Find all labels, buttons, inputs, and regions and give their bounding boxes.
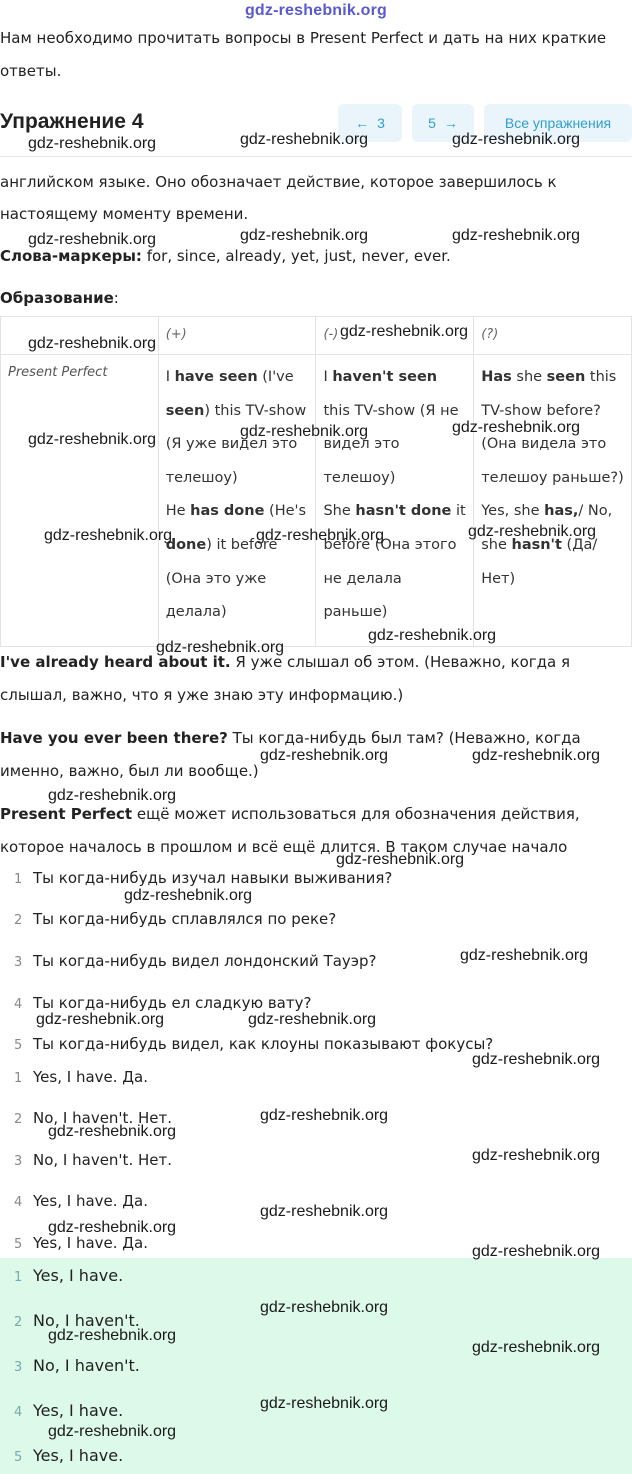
- list-item: 2 No, I haven't.: [14, 1311, 140, 1330]
- cell-minus-example-1: I haven't seen this TV-show (Я не видел это телешоу): [323, 369, 459, 486]
- list-item: 3 Ты когда-нибудь видел лондонский Тауэр?: [14, 952, 377, 970]
- formation-line: [0, 282, 632, 315]
- table-header-question: (?): [474, 317, 632, 355]
- table-header-plus: (+): [158, 317, 316, 355]
- table-header-minus: (-): [316, 317, 474, 355]
- next-exercise-label: 5: [428, 115, 436, 131]
- table-row-label: Present Perfect: [1, 355, 159, 647]
- markers-label: Слова-маркеры:: [0, 247, 142, 265]
- watermark: gdz-reshebnik.org: [44, 527, 173, 544]
- watermark: gdz-reshebnik.org: [460, 947, 589, 964]
- watermark: gdz-reshebnik.org: [472, 1339, 601, 1356]
- watermark: gdz-reshebnik.org: [28, 135, 157, 152]
- table-row: [1, 355, 632, 647]
- watermark: gdz-reshebnik.org: [240, 423, 369, 440]
- watermark: gdz-reshebnik.org: [48, 1423, 177, 1440]
- watermark: gdz-reshebnik.org: [48, 787, 177, 804]
- watermark: gdz-reshebnik.org: [452, 227, 581, 244]
- watermark: gdz-reshebnik.org: [260, 1107, 389, 1124]
- list-item: 1 Yes, I have.: [14, 1266, 124, 1285]
- watermark: gdz-reshebnik.org: [472, 1147, 601, 1164]
- list-item: 5 Yes, I have. Да.: [14, 1234, 148, 1252]
- example-3: Present Perfect ещё может использоваться для обозначения действия, которое началось в прошлом и всё ещё длится. В таком случае начало: [0, 805, 580, 856]
- formation-colon: :: [113, 289, 119, 307]
- theory-line-2: настоящему моменту времени.: [0, 205, 249, 223]
- cell-plus-example-2: He has done (He's done) it before (Она это уже делала): [165, 503, 307, 621]
- watermark: gdz-reshebnik.org: [240, 227, 369, 244]
- list-item: 1 Ты когда-нибудь изучал навыки выживания?: [14, 869, 393, 887]
- watermark: gdz-reshebnik.org: [48, 1219, 177, 1236]
- arrow-left-icon: ←: [355, 115, 370, 131]
- markers-value: for, since, already, yet, just, never, ever.: [141, 247, 451, 265]
- list-item: 4 Yes, I have.: [14, 1401, 124, 1420]
- watermark: gdz-reshebnik.org: [240, 131, 369, 148]
- watermark: gdz-reshebnik.org: [340, 323, 469, 340]
- watermark: gdz-reshebnik.org: [260, 1299, 389, 1316]
- watermark: gdz-reshebnik.org: [48, 1123, 177, 1140]
- table-cell-plus: [158, 355, 316, 647]
- cell-question-example-1: Has she seen this TV-show before? (Она видела это телешоу раньше?): [481, 369, 624, 486]
- list-item: 4 Yes, I have. Да.: [14, 1192, 148, 1210]
- prev-exercise-label: 3: [377, 115, 385, 131]
- watermark: gdz-reshebnik.org: [248, 1011, 377, 1028]
- intro-text: Нам необходимо прочитать вопросы в Present Perfect и дать на них краткие ответы.: [0, 29, 607, 80]
- watermark: gdz-reshebnik.org: [472, 747, 601, 764]
- example-2: Have you ever been there? Ты когда-нибудь был там? (Неважно, когда именно, важно, был ли вообще.): [0, 729, 581, 780]
- watermark: gdz-reshebnik.org: [452, 131, 581, 148]
- watermark: gdz-reshebnik.org: [260, 747, 389, 764]
- watermark: gdz-reshebnik.org: [28, 231, 157, 248]
- watermark: gdz-reshebnik.org: [124, 887, 253, 904]
- watermark: gdz-reshebnik.org: [468, 523, 597, 540]
- list-item: 2 No, I haven't. Нет.: [14, 1109, 172, 1127]
- watermark: gdz-reshebnik.org: [256, 527, 385, 544]
- list-item: 3 No, I haven't.: [14, 1356, 140, 1375]
- cell-question-example-2: Yes, she has,/ No, she hasn't (Да/ Нет): [481, 503, 613, 587]
- all-exercises-label: Все упражнения: [504, 115, 612, 131]
- formation-label: Образование: [0, 289, 114, 307]
- watermark: gdz-reshebnik.org: [368, 627, 497, 644]
- list-item: 5 Ты когда-нибудь видел, как клоуны показывают фокусы?: [14, 1035, 494, 1053]
- list-item: 2 Ты когда-нибудь сплавлялся по реке?: [14, 910, 337, 928]
- watermark: gdz-reshebnik.org: [336, 851, 465, 868]
- cell-minus-example-2: She hasn't done it before (Она этого не делала раньше): [323, 503, 466, 621]
- watermark: gdz-reshebnik.org: [452, 419, 581, 436]
- watermark: gdz-reshebnik.org: [472, 1051, 601, 1068]
- formation-table: [0, 316, 632, 647]
- table-cell-question: [474, 355, 632, 647]
- cell-plus-example-1: I have seen (I've seen) this TV-show (Я уже видел это телешоу): [165, 369, 307, 486]
- list-item: 4 Ты когда-нибудь ел сладкую вату?: [14, 994, 312, 1012]
- watermark: gdz-reshebnik.org: [36, 1011, 165, 1028]
- watermark: gdz-reshebnik.org: [28, 431, 157, 448]
- example-1: I've already heard about it. Я уже слышал об этом. (Неважно, когда я слышал, важно, что я уже знаю эту информацию.): [0, 653, 571, 704]
- list-item: 3 No, I haven't. Нет.: [14, 1151, 172, 1169]
- watermark: gdz-reshebnik.org: [156, 639, 285, 656]
- watermark: gdz-reshebnik.org: [28, 335, 157, 352]
- list-item: 5 Yes, I have.: [14, 1446, 124, 1465]
- list-item: 1 Yes, I have. Да.: [14, 1068, 148, 1086]
- header-divider: [0, 156, 632, 157]
- table-cell-minus: [316, 355, 474, 647]
- site-title[interactable]: gdz-reshebnik.org: [244, 2, 388, 19]
- arrow-right-icon: →: [443, 115, 458, 131]
- watermark: gdz-reshebnik.org: [472, 1243, 601, 1260]
- watermark: gdz-reshebnik.org: [260, 1203, 389, 1220]
- theory-line-1: английском языке. Оно обозначает действие, которое завершилось к: [0, 173, 557, 191]
- watermark: gdz-reshebnik.org: [48, 1327, 177, 1344]
- watermark: gdz-reshebnik.org: [260, 1395, 389, 1412]
- exercise-title: Упражнение 4: [0, 110, 144, 133]
